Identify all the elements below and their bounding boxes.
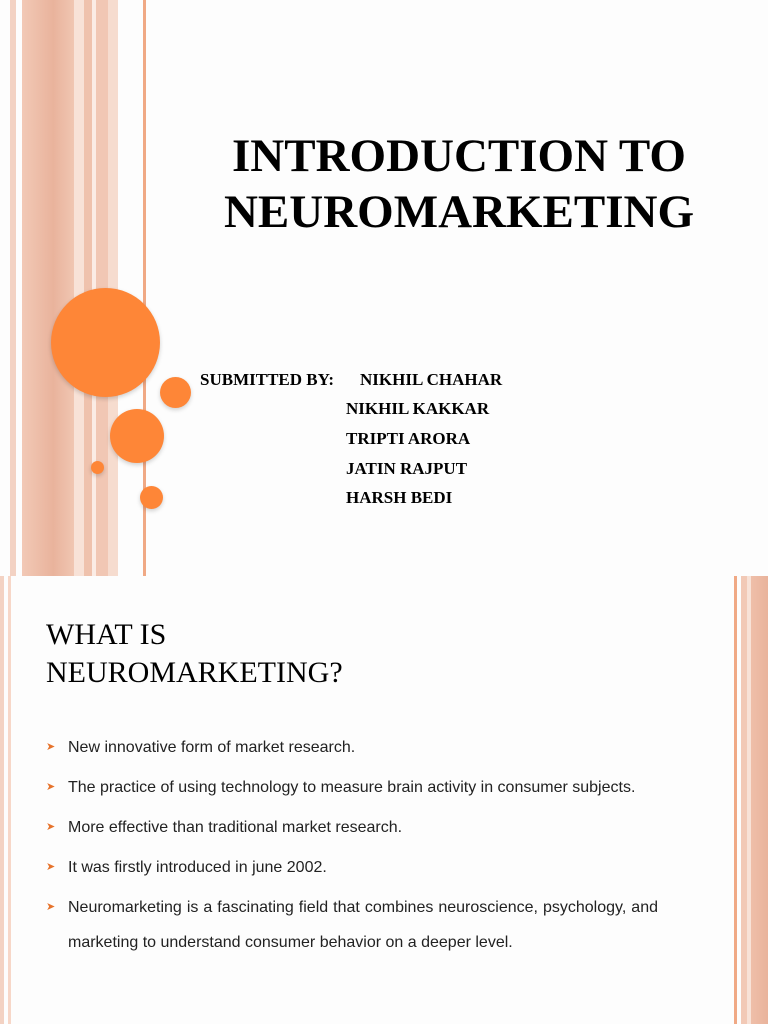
list-item — [46, 890, 658, 960]
title-line: NEUROMARKETING? — [46, 656, 343, 689]
author-name: HARSH BEDI — [346, 488, 453, 507]
content-slide — [0, 576, 768, 1024]
decorative-stripe — [0, 576, 4, 1024]
decorative-stripe — [734, 576, 737, 1024]
slide-title — [150, 128, 768, 240]
decorative-circle — [110, 409, 164, 463]
list-item — [46, 770, 658, 805]
decorative-stripe — [22, 0, 74, 576]
decorative-stripe — [10, 0, 16, 576]
author-name: JATIN RAJPUT — [346, 459, 468, 478]
bullet-text: New innovative form of market research. — [68, 739, 356, 756]
bullet-text: Neuromarketing is a fascinating field that combines neuroscience, psychology, and marketing to understand consumer behavior on a deeper level. — [68, 899, 658, 951]
decorative-circle — [91, 461, 104, 474]
title-line: WHAT IS — [46, 618, 167, 651]
author-name: NIKHIL CHAHAR — [360, 370, 503, 389]
arrowhead-bullet-icon: ➤ — [46, 781, 56, 793]
decorative-stripe — [84, 0, 92, 576]
arrowhead-bullet-icon: ➤ — [46, 901, 56, 913]
bullet-text: It was firstly introduced in june 2002. — [68, 859, 327, 876]
author-name: NIKHIL KAKKAR — [346, 399, 490, 418]
author-name: TRIPTI ARORA — [346, 429, 471, 448]
list-item — [46, 810, 658, 845]
decorative-circle-large — [51, 288, 160, 397]
decorative-stripe — [74, 0, 84, 576]
list-item — [46, 850, 658, 885]
bullet-text: More effective than traditional market research. — [68, 819, 403, 836]
decorative-stripe — [8, 576, 11, 1024]
decorative-circle — [140, 486, 163, 509]
decorative-stripe — [751, 576, 768, 1024]
title-line: NEUROMARKETING — [223, 186, 695, 238]
list-item — [46, 730, 658, 765]
arrowhead-bullet-icon: ➤ — [46, 821, 56, 833]
slide-title — [46, 616, 343, 692]
arrowhead-bullet-icon: ➤ — [46, 741, 56, 753]
submitted-by-label: SUBMITTED BY: — [200, 370, 334, 389]
bullet-text: The practice of using technology to measure brain activity in consumer subjects. — [68, 779, 636, 796]
bullet-list — [46, 730, 658, 965]
arrowhead-bullet-icon: ➤ — [46, 861, 56, 873]
decorative-circle — [160, 377, 191, 408]
title-line: INTRODUCTION TO — [231, 130, 686, 182]
